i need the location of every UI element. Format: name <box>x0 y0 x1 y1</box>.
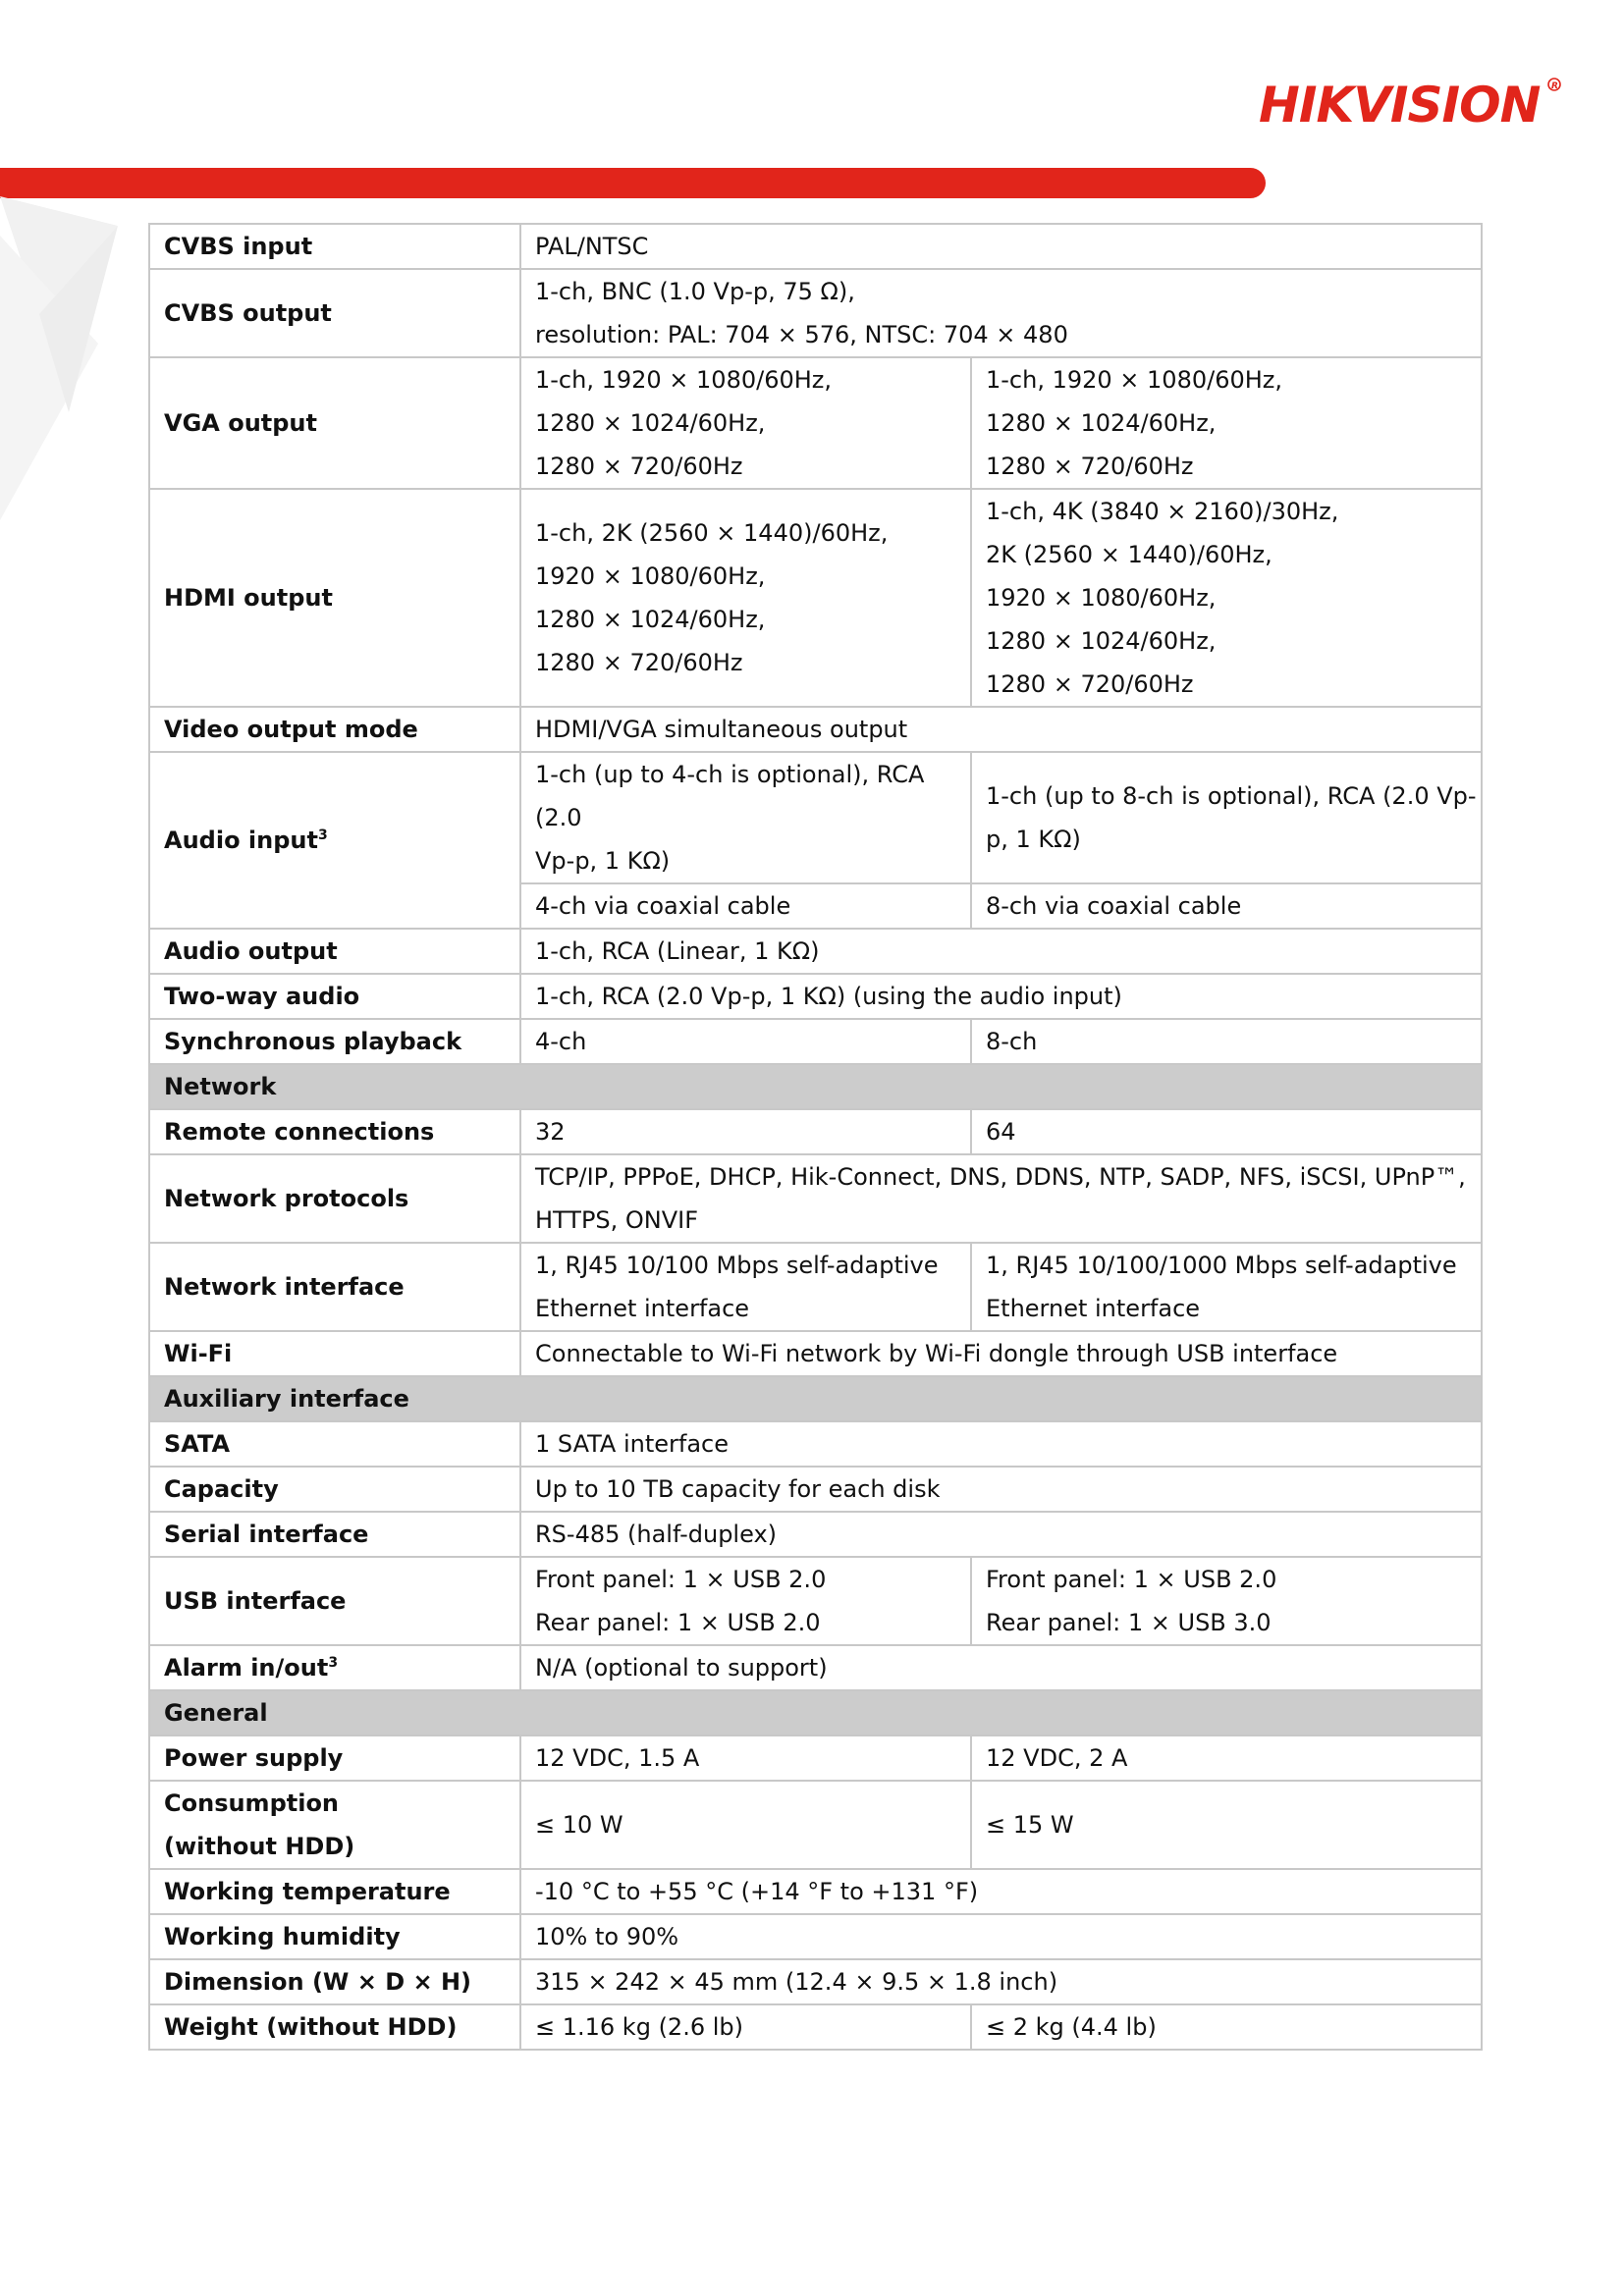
row-sata <box>149 1421 1482 1467</box>
value-8ch: 8-ch via coaxial cable <box>971 883 1482 929</box>
spec-table <box>148 223 1483 2051</box>
value-line: Rear panel: 1 × USB 3.0 <box>986 1609 1272 1636</box>
row-working-humidity <box>149 1914 1482 1959</box>
row-value: 315 × 242 × 45 mm (12.4 × 9.5 × 1.8 inch) <box>520 1959 1482 2004</box>
row-value <box>520 1154 1482 1243</box>
row-working-temperature <box>149 1869 1482 1914</box>
value-8ch <box>971 1557 1482 1645</box>
value-4ch: ≤ 1.16 kg (2.6 lb) <box>520 2004 971 2050</box>
row-value: 1-ch, RCA (Linear, 1 KΩ) <box>520 929 1482 974</box>
row-value: N/A (optional to support) <box>520 1645 1482 1690</box>
row-label: CVBS input <box>149 224 520 269</box>
value-line: 1-ch, BNC (1.0 Vp-p, 75 Ω), <box>535 278 855 305</box>
footnote-mark: 3 <box>317 828 328 843</box>
value-line: 2K (2560 × 1440)/60Hz, <box>986 541 1272 568</box>
value-4ch: 32 <box>520 1109 971 1154</box>
label-line: Consumption <box>164 1789 340 1817</box>
value-line: 1280 × 1024/60Hz, <box>535 409 766 437</box>
row-label: USB interface <box>149 1557 520 1645</box>
row-power-supply <box>149 1735 1482 1781</box>
logo-text: HIKVISION <box>1259 77 1541 133</box>
value-line: 1920 × 1080/60Hz, <box>535 562 766 590</box>
value-4ch <box>520 1243 971 1331</box>
row-label: Power supply <box>149 1735 520 1781</box>
header-red-bar <box>0 168 1266 198</box>
value-line: 1280 × 720/60Hz <box>986 670 1194 698</box>
label-text: Audio input <box>164 827 318 854</box>
row-two-way-audio <box>149 974 1482 1019</box>
row-label: Network interface <box>149 1243 520 1331</box>
row-value: RS-485 (half-duplex) <box>520 1512 1482 1557</box>
row-value: -10 °C to +55 °C (+14 °F to +131 °F) <box>520 1869 1482 1914</box>
value-4ch <box>520 357 971 489</box>
value-line: 1-ch, 4K (3840 × 2160)/30Hz, <box>986 498 1339 525</box>
label-line: (without HDD) <box>164 1833 355 1860</box>
row-dimension <box>149 1959 1482 2004</box>
value-8ch: 8-ch <box>971 1019 1482 1064</box>
value-line: resolution: PAL: 704 × 576, NTSC: 704 × 480 <box>535 321 1068 348</box>
row-label: Capacity <box>149 1467 520 1512</box>
row-label: Weight (without HDD) <box>149 2004 520 2050</box>
value-line: 1-ch, 1920 × 1080/60Hz, <box>535 366 833 394</box>
row-cvbs-output <box>149 269 1482 357</box>
value-line: 1, RJ45 10/100 Mbps self-adaptive <box>535 1252 939 1279</box>
value-line: 1280 × 720/60Hz <box>535 453 743 480</box>
row-alarm <box>149 1645 1482 1690</box>
section-network <box>149 1064 1482 1109</box>
row-video-output-mode <box>149 707 1482 752</box>
value-4ch <box>520 752 971 883</box>
value-8ch <box>971 1243 1482 1331</box>
section-heading: Auxiliary interface <box>149 1376 1482 1421</box>
row-label: Two-way audio <box>149 974 520 1019</box>
row-label: Remote connections <box>149 1109 520 1154</box>
row-value: PAL/NTSC <box>520 224 1482 269</box>
value-4ch: ≤ 10 W <box>520 1781 971 1869</box>
row-sync-playback <box>149 1019 1482 1064</box>
value-4ch: 12 VDC, 1.5 A <box>520 1735 971 1781</box>
row-label: CVBS output <box>149 269 520 357</box>
row-audio-output <box>149 929 1482 974</box>
value-line: 1-ch (up to 8-ch is optional), RCA (2.0 Vp- <box>986 782 1477 810</box>
row-label: Serial interface <box>149 1512 520 1557</box>
section-auxiliary <box>149 1376 1482 1421</box>
value-line: 1920 × 1080/60Hz, <box>986 584 1217 612</box>
row-wifi <box>149 1331 1482 1376</box>
row-network-interface <box>149 1243 1482 1331</box>
row-label: Synchronous playback <box>149 1019 520 1064</box>
value-line: Vp-p, 1 KΩ) <box>535 847 671 875</box>
label-text: Alarm in/out <box>164 1654 329 1682</box>
value-8ch <box>971 752 1482 883</box>
value-8ch: ≤ 15 W <box>971 1781 1482 1869</box>
row-value: 1-ch, RCA (2.0 Vp-p, 1 KΩ) (using the audio input) <box>520 974 1482 1019</box>
row-label <box>149 752 520 929</box>
row-value: HDMI/VGA simultaneous output <box>520 707 1482 752</box>
value-4ch: 4-ch via coaxial cable <box>520 883 971 929</box>
value-8ch: 12 VDC, 2 A <box>971 1735 1482 1781</box>
value-line: TCP/IP, PPPoE, DHCP, Hik-Connect, DNS, DDNS, NTP, SADP, NFS, iSCSI, UPnP™, <box>535 1163 1466 1191</box>
section-general <box>149 1690 1482 1735</box>
row-label <box>149 1645 520 1690</box>
hikvision-logo <box>1259 71 1563 135</box>
value-line: Ethernet interface <box>986 1295 1201 1322</box>
value-8ch: 64 <box>971 1109 1482 1154</box>
row-label: Video output mode <box>149 707 520 752</box>
value-line: Rear panel: 1 × USB 2.0 <box>535 1609 821 1636</box>
row-capacity <box>149 1467 1482 1512</box>
row-cvbs-input <box>149 224 1482 269</box>
row-value: Up to 10 TB capacity for each disk <box>520 1467 1482 1512</box>
value-line: 1-ch, 2K (2560 × 1440)/60Hz, <box>535 519 889 547</box>
row-label: Working temperature <box>149 1869 520 1914</box>
row-label: VGA output <box>149 357 520 489</box>
value-line: HTTPS, ONVIF <box>535 1206 699 1234</box>
value-line: 1280 × 720/60Hz <box>986 453 1194 480</box>
value-line: 1280 × 1024/60Hz, <box>535 606 766 633</box>
registered-mark-glyph: R <box>1551 81 1558 91</box>
value-line: Ethernet interface <box>535 1295 750 1322</box>
value-8ch <box>971 357 1482 489</box>
value-8ch: ≤ 2 kg (4.4 lb) <box>971 2004 1482 2050</box>
section-heading: Network <box>149 1064 1482 1109</box>
value-line: 1280 × 720/60Hz <box>535 649 743 676</box>
watermark-shape <box>0 196 128 520</box>
row-label: SATA <box>149 1421 520 1467</box>
row-value: Connectable to Wi-Fi network by Wi-Fi dongle through USB interface <box>520 1331 1482 1376</box>
row-value: 10% to 90% <box>520 1914 1482 1959</box>
row-label: Working humidity <box>149 1914 520 1959</box>
row-label: Wi-Fi <box>149 1331 520 1376</box>
value-4ch <box>520 1557 971 1645</box>
row-network-protocols <box>149 1154 1482 1243</box>
value-line: 1-ch (up to 4-ch is optional), RCA (2.0 <box>535 761 925 831</box>
value-line: 1, RJ45 10/100/1000 Mbps self-adaptive <box>986 1252 1457 1279</box>
row-audio-input <box>149 752 1482 883</box>
row-serial-interface <box>149 1512 1482 1557</box>
value-line: 1280 × 1024/60Hz, <box>986 409 1217 437</box>
value-4ch: 4-ch <box>520 1019 971 1064</box>
section-heading: General <box>149 1690 1482 1735</box>
value-line: 1-ch, 1920 × 1080/60Hz, <box>986 366 1283 394</box>
row-consumption <box>149 1781 1482 1869</box>
value-4ch <box>520 489 971 707</box>
row-label: Audio output <box>149 929 520 974</box>
row-remote-connections <box>149 1109 1482 1154</box>
row-vga-output <box>149 357 1482 489</box>
row-label: HDMI output <box>149 489 520 707</box>
value-line: 1280 × 1024/60Hz, <box>986 627 1217 655</box>
row-value <box>520 269 1482 357</box>
row-label: Dimension (W × D × H) <box>149 1959 520 2004</box>
row-hdmi-output <box>149 489 1482 707</box>
row-label: Network protocols <box>149 1154 520 1243</box>
row-usb-interface <box>149 1557 1482 1645</box>
value-line: p, 1 KΩ) <box>986 826 1081 853</box>
row-value: 1 SATA interface <box>520 1421 1482 1467</box>
row-label <box>149 1781 520 1869</box>
footnote-mark: 3 <box>328 1655 339 1671</box>
value-line: Front panel: 1 × USB 2.0 <box>986 1566 1277 1593</box>
row-weight <box>149 2004 1482 2050</box>
value-line: Front panel: 1 × USB 2.0 <box>535 1566 827 1593</box>
value-8ch <box>971 489 1482 707</box>
